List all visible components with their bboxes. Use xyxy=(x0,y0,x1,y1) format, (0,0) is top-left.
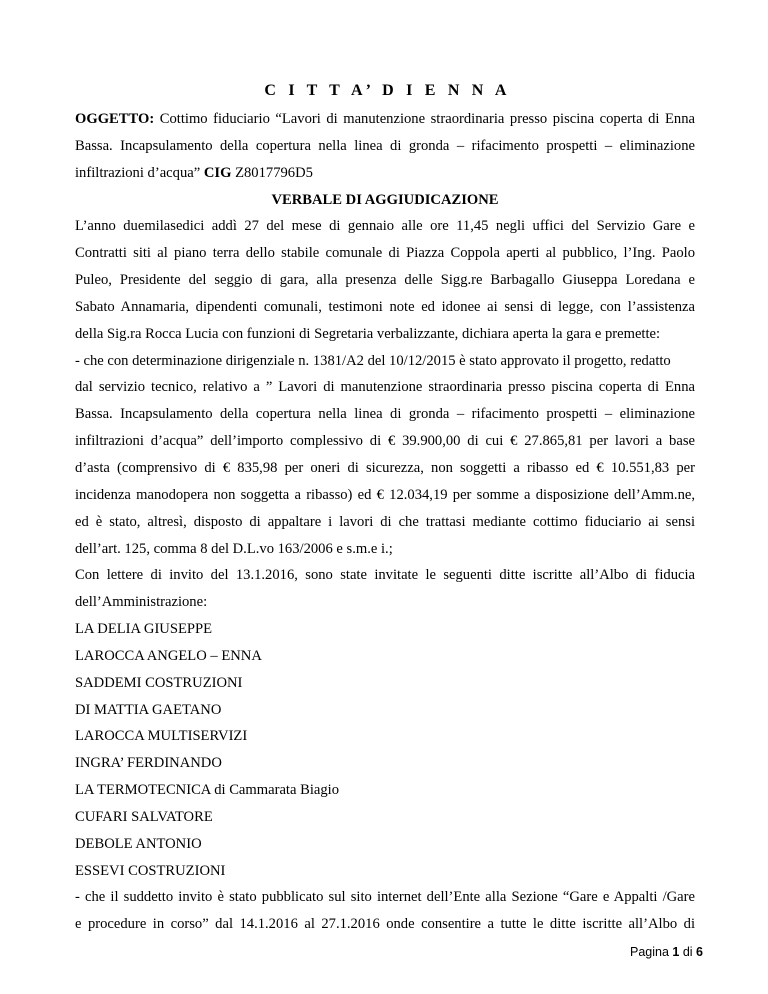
company-list-item: LAROCCA ANGELO – ENNA xyxy=(75,647,262,664)
body-line: L’anno duemilasedici addì 27 del mese di gennaio alle ore 11,45 negli uffici del Servizio Gare e xyxy=(75,218,695,235)
body-line: ed è stato, altresì, disposto di appaltare i lavori di che trattasi mediante cottimo fiduciario ai sensi xyxy=(75,513,695,530)
cig-label: CIG xyxy=(203,164,232,181)
company-list-item: SADDEMI COSTRUZIONI xyxy=(75,674,243,691)
subject-line-3: infiltrazioni d’acqua” CIG Z8017796D5 xyxy=(75,164,313,181)
subject-label: OGGETTO: xyxy=(75,111,155,127)
company-list-item: CUFARI SALVATORE xyxy=(75,808,213,825)
page-footer: Pagina 1 di 6 xyxy=(630,945,703,959)
document-body xyxy=(75,76,695,938)
body-line: dell’art. 125, comma 8 del D.L.vo 163/2006 e s.m.e i.; xyxy=(75,540,393,557)
body-line: Puleo, Presidente del seggio di gara, alla presenza delle Sigg.re Barbagallo Giuseppa Loredana e xyxy=(75,272,695,289)
company-list-item: DEBOLE ANTONIO xyxy=(75,835,202,852)
company-list-item: LA DELIA GIUSEPPE xyxy=(75,621,213,638)
document-title: C I T T A’ D I E N N A xyxy=(264,82,511,99)
body-line: della Sig.ra Rocca Lucia con funzioni di Segretaria verbalizzante, dichiara aperta la gara e premette: xyxy=(75,325,661,342)
body-line: Sabato Annamaria, dipendenti comunali, testimoni note ed idonee ai sensi di legge, con l’assistenza xyxy=(75,298,695,315)
body-paragraphs xyxy=(75,213,695,616)
closing-line: - che il suddetto invito è stato pubblicato sul sito internet dell’Ente alla Sezione “Gare e Appalti /Gare xyxy=(75,889,695,906)
closing-paragraph xyxy=(75,884,695,938)
company-list-item: INGRA’ FERDINANDO xyxy=(75,755,222,772)
body-line: Contratti siti al piano terra dello stabile comunale di Piazza Coppola aperti al pubblico, l’Ing. Paolo xyxy=(75,245,695,262)
company-list-item: LA TERMOTECNICA di Cammarata Biagio xyxy=(75,782,340,799)
body-line: incidenza manodopera non soggetta a ribasso) ed € 12.034,19 per somme a disposizione dell’Amm.ne, xyxy=(75,486,695,503)
closing-line: e procedure in corso” dal 14.1.2016 al 27.1.2016 onde consentire a tutte le ditte iscritte all’Albo di xyxy=(75,916,695,933)
company-list-item: DI MATTIA GAETANO xyxy=(75,701,222,718)
body-line: Con lettere di invito del 13.1.2016, sono state invitate le seguenti ditte iscritte all’Albo di fiducia xyxy=(75,567,695,584)
body-line: - che con determinazione dirigenziale n. 1381/A2 del 10/12/2015 è stato approvato il progetto, redatto xyxy=(75,352,671,369)
company-list-item: LAROCCA MULTISERVIZI xyxy=(75,728,248,745)
body-line: d’asta (comprensivo di € 835,98 per oneri di sicurezza, non soggetti a ribasso ed € 10.551,83 per xyxy=(75,459,695,476)
body-line: dal servizio tecnico, relativo a ” Lavori di manutenzione straordinaria presso piscina coperta di Enna xyxy=(75,379,695,396)
subject-line-2: Bassa. Incapsulamento della copertura nella linea di gronda – rifacimento prospetti – eliminazione xyxy=(75,137,695,154)
verbale-title: VERBALE DI AGGIUDICAZIONE xyxy=(271,191,499,208)
body-line: Bassa. Incapsulamento della copertura nella linea di gronda – rifacimento prospetti – eliminazione xyxy=(75,406,695,423)
body-line: infiltrazioni d’acqua” dell’importo complessivo di € 39.900,00 di cui € 27.865,81 per lavori a base xyxy=(75,433,695,450)
subject-line-1: OGGETTO: Cottimo fiduciario “Lavori di manutenzione straordinaria presso piscina coperta di Enna xyxy=(75,111,695,127)
company-list-item: ESSEVI COSTRUZIONI xyxy=(75,862,226,879)
cig-value: Z8017796D5 xyxy=(231,164,313,181)
current-page-number: 1 xyxy=(672,945,680,959)
body-line: dell’Amministrazione: xyxy=(75,594,208,611)
total-page-number: 6 xyxy=(696,945,703,959)
company-list xyxy=(75,616,695,884)
